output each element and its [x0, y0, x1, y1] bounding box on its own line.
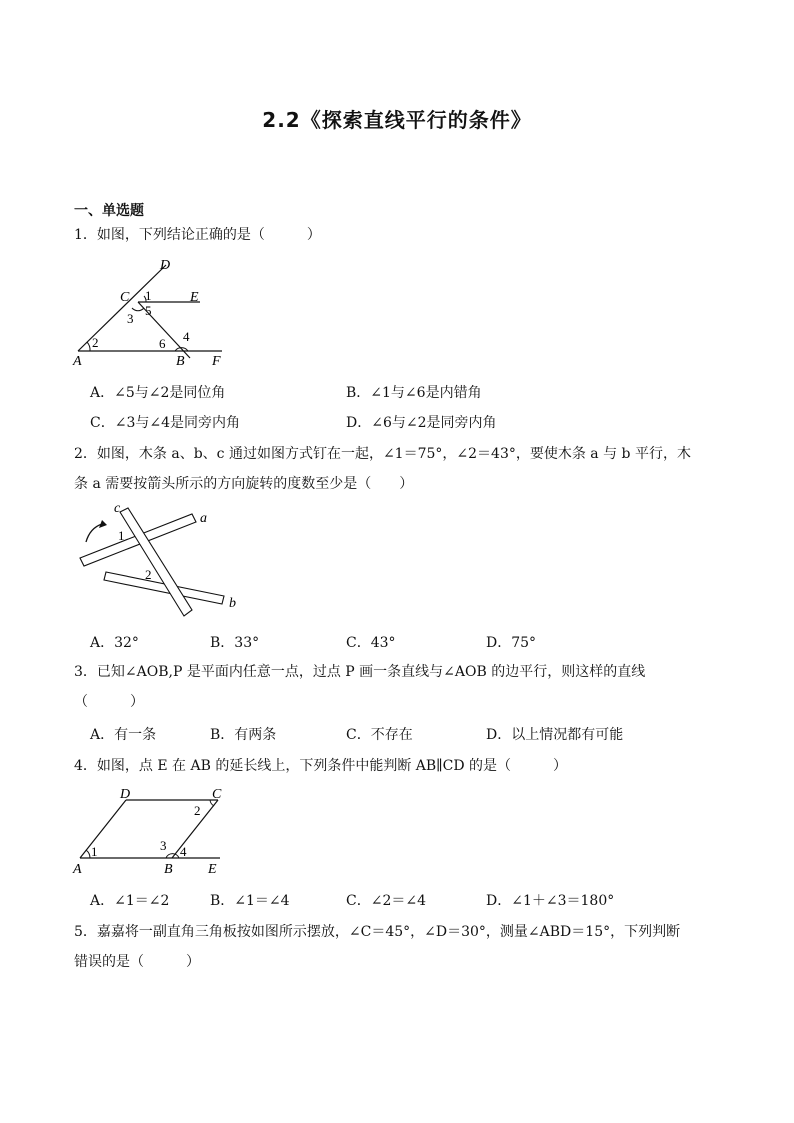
- q4-option-d: D．∠1＋∠3＝180°: [486, 893, 615, 909]
- label-stick-c: c: [114, 501, 121, 516]
- label-angle-1: 1: [118, 528, 125, 543]
- q3-option-b: B．有两条: [210, 727, 277, 743]
- question-2-stem-line-1: 2．如图，木条 a、b、c 通过如图方式钉在一起，∠1＝75°，∠2＝43°，要使木条 a 与 b 平行，木: [74, 446, 691, 462]
- question-2-figure: [72, 500, 252, 625]
- label-D: D: [120, 787, 131, 802]
- label-angle-3: 3: [127, 311, 134, 326]
- label-stick-a: a: [200, 511, 207, 526]
- q3-option-a: A．有一条: [90, 727, 157, 743]
- q1-option-b: B．∠1与∠6是内错角: [346, 385, 482, 401]
- q2-option-b: B．33°: [210, 635, 260, 651]
- q2-option-d: D．75°: [486, 635, 537, 651]
- q1-option-c: C．∠3与∠4是同旁内角: [90, 415, 240, 431]
- question-3-stem-line-2: （ ）: [74, 694, 144, 710]
- label-A: A: [73, 354, 82, 369]
- question-4-stem: 4．如图，点 E 在 AB 的延长线上，下列条件中能判断 AB∥CD 的是（ ）: [74, 758, 568, 774]
- label-angle-5: 5: [145, 303, 152, 318]
- q3-option-d: D．以上情况都有可能: [486, 727, 624, 743]
- label-C: C: [120, 290, 130, 305]
- q1-option-d: D．∠6与∠2是同旁内角: [346, 415, 497, 431]
- label-D: D: [160, 258, 171, 273]
- label-A: A: [73, 862, 82, 877]
- label-angle-6: 6: [159, 336, 166, 351]
- question-2-stem-line-2: 条 a 需要按箭头所示的方向旋转的度数至少是（ ）: [74, 476, 414, 492]
- q2-option-a: A．32°: [90, 635, 139, 651]
- label-angle-2: 2: [194, 803, 201, 818]
- question-1-figure: [70, 255, 240, 370]
- label-angle-4: 4: [183, 329, 190, 344]
- label-B: B: [164, 862, 173, 877]
- label-C: C: [212, 787, 222, 802]
- label-angle-2: 2: [92, 335, 99, 350]
- label-B: B: [176, 354, 185, 369]
- q1-option-a: A．∠5与∠2是同位角: [90, 385, 226, 401]
- question-5-stem-line-2: 错误的是（ ）: [74, 954, 200, 970]
- q3-option-c: C．不存在: [346, 727, 413, 743]
- label-angle-1: 1: [145, 288, 152, 303]
- question-4-figure: [70, 784, 240, 879]
- q4-option-c: C．∠2＝∠4: [346, 893, 426, 909]
- label-angle-2: 2: [145, 567, 152, 582]
- q4-option-b: B．∠1＝∠4: [210, 893, 290, 909]
- section-heading: 一、单选题: [74, 203, 144, 219]
- q4-option-a: A．∠1＝∠2: [90, 893, 170, 909]
- label-F: F: [212, 354, 221, 369]
- label-E: E: [208, 862, 217, 877]
- label-E: E: [190, 290, 199, 305]
- question-5-stem-line-1: 5．嘉嘉将一副直角三角板按如图所示摆放，∠C＝45°，∠D＝30°，测量∠ABD＝15°，下列判断: [74, 924, 681, 940]
- page-title: 2.2《探索直线平行的条件》: [262, 108, 532, 132]
- label-angle-4: 4: [180, 844, 187, 859]
- label-angle-1: 1: [91, 844, 98, 859]
- q2-option-c: C．43°: [346, 635, 396, 651]
- question-3-stem-line-1: 3．已知∠AOB,P 是平面内任意一点，过点 P 画一条直线与∠AOB 的边平行，则这样的直线: [74, 664, 646, 680]
- label-angle-3: 3: [160, 838, 167, 853]
- question-1-stem: 1．如图，下列结论正确的是（ ）: [74, 227, 321, 243]
- label-stick-b: b: [229, 596, 236, 611]
